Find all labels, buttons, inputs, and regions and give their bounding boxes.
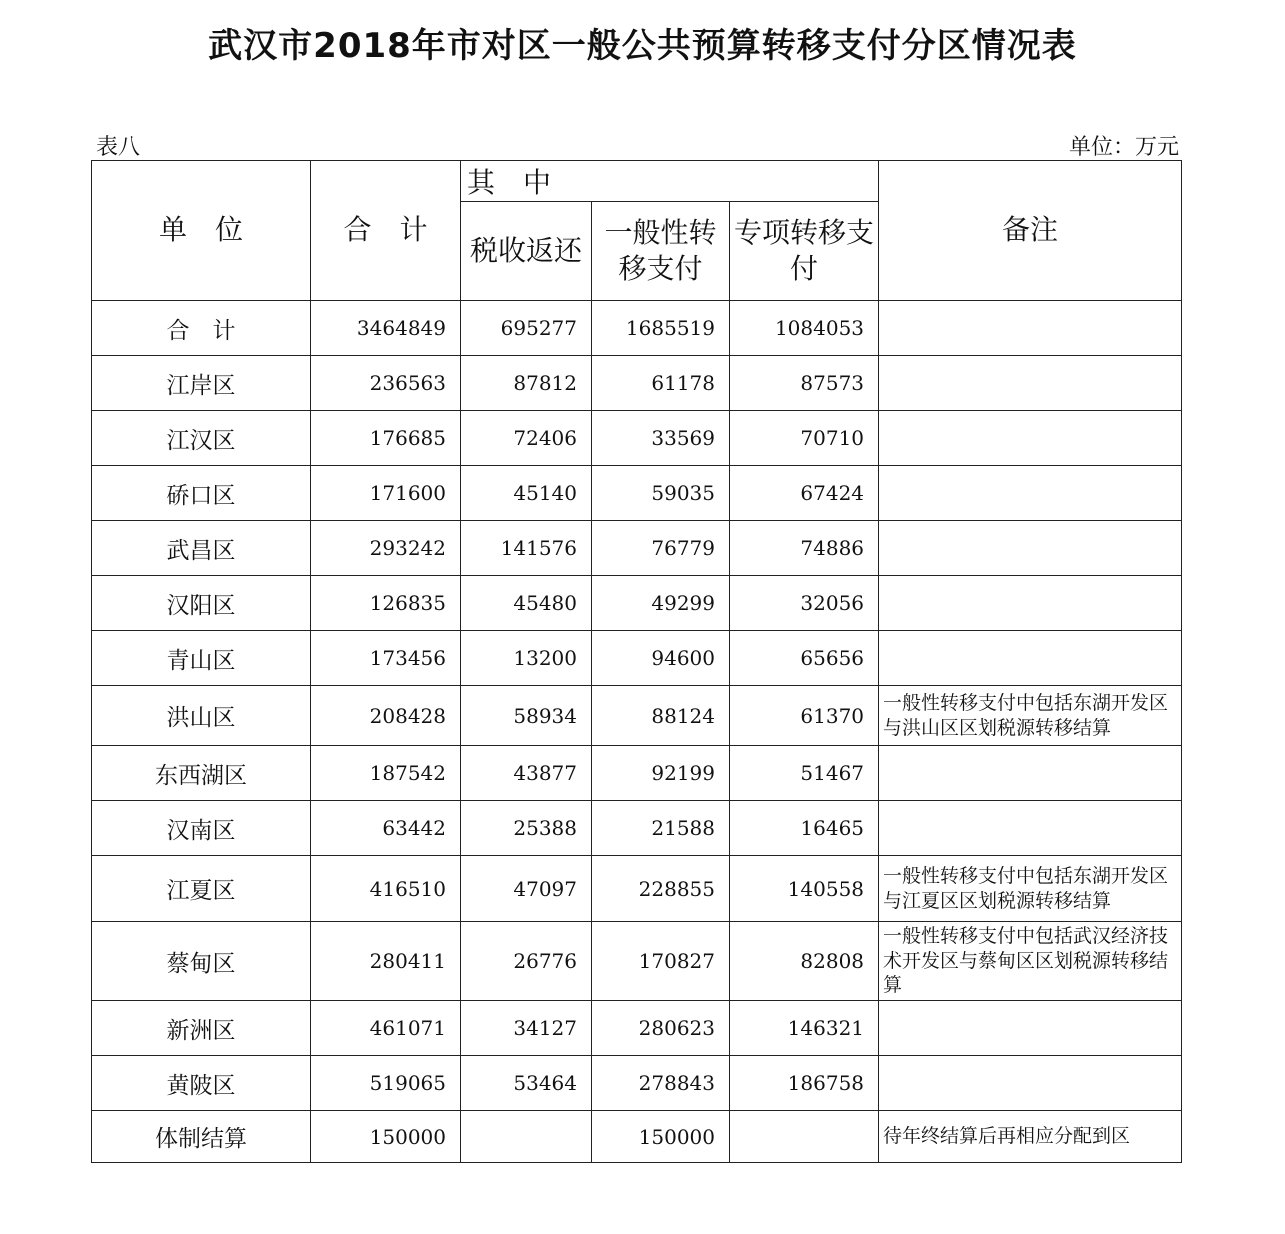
- row-special-transfer: [730, 1111, 879, 1163]
- header-tax-return: 税收返还: [461, 202, 592, 301]
- row-remark: [879, 1001, 1182, 1056]
- row-general-transfer: 21588: [592, 801, 730, 856]
- row-tax-return: 47097: [461, 856, 592, 922]
- row-general-transfer: 170827: [592, 922, 730, 1001]
- row-special-transfer: 32056: [730, 576, 879, 631]
- row-remark: [879, 301, 1182, 356]
- row-special-transfer: 146321: [730, 1001, 879, 1056]
- row-total: 176685: [311, 411, 461, 466]
- page-title: 武汉市2018年市对区一般公共预算转移支付分区情况表: [208, 26, 1077, 66]
- row-special-transfer: 186758: [730, 1056, 879, 1111]
- row-total: 280411: [311, 922, 461, 1001]
- row-total: 3464849: [311, 301, 461, 356]
- row-general-transfer: 1685519: [592, 301, 730, 356]
- row-tax-return: [461, 1111, 592, 1163]
- row-tax-return: 72406: [461, 411, 592, 466]
- row-remark: [879, 356, 1182, 411]
- row-remark: [879, 801, 1182, 856]
- row-remark: [879, 1056, 1182, 1111]
- row-tax-return: 34127: [461, 1001, 592, 1056]
- row-tax-return: 45480: [461, 576, 592, 631]
- row-name: 江岸区: [92, 356, 311, 411]
- row-remark: [879, 521, 1182, 576]
- row-name: 硚口区: [92, 466, 311, 521]
- row-special-transfer: 140558: [730, 856, 879, 922]
- row-general-transfer: 61178: [592, 356, 730, 411]
- row-general-transfer: 88124: [592, 686, 730, 746]
- row-name: 汉南区: [92, 801, 311, 856]
- row-general-transfer: 278843: [592, 1056, 730, 1111]
- row-general-transfer: 33569: [592, 411, 730, 466]
- row-special-transfer: 82808: [730, 922, 879, 1001]
- row-name: 新洲区: [92, 1001, 311, 1056]
- unit-label: 单位：万元: [1068, 135, 1179, 160]
- row-general-transfer: 150000: [592, 1111, 730, 1163]
- row-tax-return: 87812: [461, 356, 592, 411]
- row-total: 173456: [311, 631, 461, 686]
- row-special-transfer: 87573: [730, 356, 879, 411]
- header-total: 合 计: [311, 161, 461, 301]
- row-remark: 一般性转移支付中包括东湖开发区与江夏区区划税源转移结算: [879, 856, 1182, 922]
- row-special-transfer: 61370: [730, 686, 879, 746]
- row-name: 江汉区: [92, 411, 311, 466]
- row-special-transfer: 16465: [730, 801, 879, 856]
- header-special-transfer: 专项转移支付: [730, 202, 879, 301]
- row-tax-return: 53464: [461, 1056, 592, 1111]
- row-remark: 一般性转移支付中包括东湖开发区与洪山区区划税源转移结算: [879, 686, 1182, 746]
- row-name: 武昌区: [92, 521, 311, 576]
- row-tax-return: 13200: [461, 631, 592, 686]
- header-remark: 备注: [879, 161, 1182, 301]
- header-unit: 单 位: [92, 161, 311, 301]
- header-general-transfer: 一般性转移支付: [592, 202, 730, 301]
- row-tax-return: 695277: [461, 301, 592, 356]
- row-name: 汉阳区: [92, 576, 311, 631]
- row-general-transfer: 92199: [592, 746, 730, 801]
- row-remark: [879, 746, 1182, 801]
- row-name: 江夏区: [92, 856, 311, 922]
- row-tax-return: 43877: [461, 746, 592, 801]
- row-remark: [879, 576, 1182, 631]
- row-name: 青山区: [92, 631, 311, 686]
- row-general-transfer: 228855: [592, 856, 730, 922]
- row-tax-return: 25388: [461, 801, 592, 856]
- row-general-transfer: 59035: [592, 466, 730, 521]
- row-general-transfer: 280623: [592, 1001, 730, 1056]
- row-total: 63442: [311, 801, 461, 856]
- transfer-payment-table: [91, 160, 1182, 1163]
- row-remark: [879, 411, 1182, 466]
- row-tax-return: 26776: [461, 922, 592, 1001]
- row-total: 208428: [311, 686, 461, 746]
- table-number: 表八: [96, 135, 141, 160]
- row-tax-return: 141576: [461, 521, 592, 576]
- header-of-which: 其 中: [461, 161, 879, 202]
- row-general-transfer: 49299: [592, 576, 730, 631]
- row-total: 187542: [311, 746, 461, 801]
- row-total: 126835: [311, 576, 461, 631]
- row-special-transfer: 70710: [730, 411, 879, 466]
- row-total: 293242: [311, 521, 461, 576]
- row-general-transfer: 76779: [592, 521, 730, 576]
- row-tax-return: 58934: [461, 686, 592, 746]
- row-name: 东西湖区: [92, 746, 311, 801]
- row-total: 171600: [311, 466, 461, 521]
- row-special-transfer: 74886: [730, 521, 879, 576]
- row-remark: [879, 631, 1182, 686]
- row-name: 黄陂区: [92, 1056, 311, 1111]
- row-general-transfer: 94600: [592, 631, 730, 686]
- row-special-transfer: 51467: [730, 746, 879, 801]
- row-name: 体制结算: [92, 1111, 311, 1163]
- row-name: 合 计: [92, 301, 311, 356]
- row-name: 洪山区: [92, 686, 311, 746]
- row-total: 519065: [311, 1056, 461, 1111]
- row-special-transfer: 65656: [730, 631, 879, 686]
- row-total: 416510: [311, 856, 461, 922]
- row-total: 461071: [311, 1001, 461, 1056]
- row-remark: 一般性转移支付中包括武汉经济技术开发区与蔡甸区区划税源转移结算: [879, 922, 1182, 1001]
- row-total: 150000: [311, 1111, 461, 1163]
- row-total: 236563: [311, 356, 461, 411]
- row-special-transfer: 67424: [730, 466, 879, 521]
- row-name: 蔡甸区: [92, 922, 311, 1001]
- row-remark: [879, 466, 1182, 521]
- row-tax-return: 45140: [461, 466, 592, 521]
- row-special-transfer: 1084053: [730, 301, 879, 356]
- row-remark: 待年终结算后再相应分配到区: [879, 1111, 1182, 1163]
